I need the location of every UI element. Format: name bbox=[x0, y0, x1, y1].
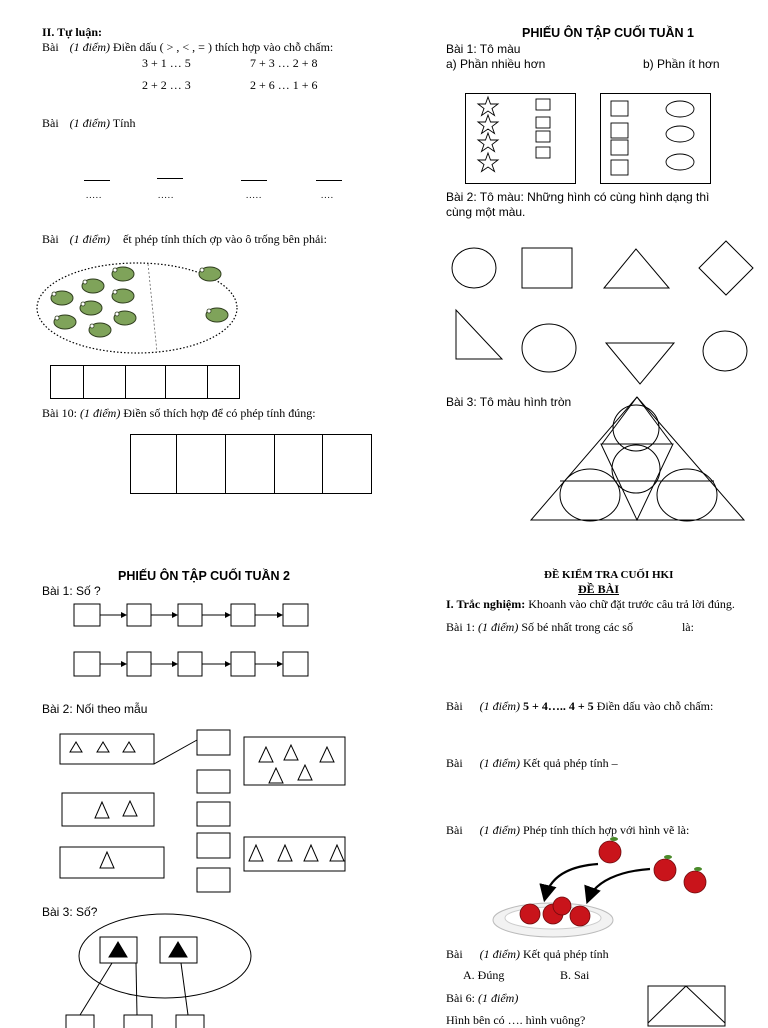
expr-3: 2 + 2 … 3 bbox=[142, 78, 191, 92]
w2-b3: Bài 3: Số? bbox=[42, 905, 98, 919]
q-expr: 5 + 4….. 4 + 5 bbox=[523, 699, 594, 713]
dots: ..... bbox=[86, 190, 103, 200]
answer-box[interactable] bbox=[225, 434, 275, 494]
exam-b6-text: Hình bên có …. hình vuông? bbox=[446, 1013, 586, 1027]
q-line-2 bbox=[42, 116, 135, 131]
q-text: Phép tính thích hợp với hình vẽ là: bbox=[523, 823, 690, 837]
apples-illustration bbox=[490, 836, 720, 944]
q-text: Kết quả phép tính – bbox=[523, 756, 618, 770]
answer-box[interactable] bbox=[83, 365, 126, 399]
expr-2: 7 + 3 … 2 + 8 bbox=[250, 56, 318, 70]
answer-line bbox=[316, 180, 342, 181]
exam-title: ĐỀ KIỂM TRA CUỐI HKI bbox=[544, 569, 674, 581]
q-text: ết phép tính thích ợp vào ô trống bên phải: bbox=[123, 232, 327, 246]
q-label: Bài bbox=[446, 947, 463, 961]
exam-b5 bbox=[446, 947, 609, 962]
answer-line bbox=[241, 180, 267, 181]
shapes-grid bbox=[440, 238, 760, 378]
q-label: Bài 6: bbox=[446, 991, 475, 1005]
answer-box[interactable] bbox=[176, 434, 226, 494]
q-points: (1 điểm) bbox=[479, 756, 520, 770]
worksheet-title: PHIẾU ÔN TẬP CUỐI TUẦN 1 bbox=[522, 26, 695, 40]
q-text: Điền dấu vào chỗ chấm: bbox=[596, 699, 714, 713]
w2-b2: Bài 2: Nối theo mẫu bbox=[42, 702, 148, 716]
exam-b2 bbox=[446, 699, 713, 714]
q-text: Điền dấu ( > , < , = ) thích hợp vào chỗ chấm: bbox=[113, 40, 334, 54]
q-label: Bài 10: bbox=[42, 406, 77, 420]
worksheet-title: PHIẾU ÔN TẬP CUỐI TUẦN 2 bbox=[118, 569, 291, 583]
stars-squares bbox=[476, 96, 566, 180]
dots: .... bbox=[321, 190, 334, 200]
q-label: Bài 1: bbox=[446, 620, 475, 634]
number-tree bbox=[60, 912, 245, 1024]
number-chains bbox=[70, 600, 315, 680]
q-points: (1 điểm) bbox=[69, 116, 110, 130]
q-line-10 bbox=[42, 406, 316, 421]
q-points: (1 điểm) bbox=[69, 40, 110, 54]
q-text: Kết quả phép tính bbox=[523, 947, 609, 961]
q-points: (1 điểm) bbox=[478, 620, 519, 634]
q-points: (1 điểm) bbox=[479, 699, 520, 713]
q-points: (1 điểm) bbox=[478, 991, 519, 1005]
w1-b1a: a) Phần nhiều hơn bbox=[446, 57, 546, 71]
q-label: Bài bbox=[446, 756, 463, 770]
exam-section bbox=[446, 597, 735, 612]
exam-section-text: Khoanh vào chữ đặt trước câu trả lời đúng. bbox=[528, 597, 735, 611]
exam-b6 bbox=[446, 991, 518, 1006]
dots: ..... bbox=[158, 190, 175, 200]
q-points: (1 điểm) bbox=[69, 232, 110, 246]
q-text: Số bé nhất trong các số bbox=[521, 620, 633, 634]
exam-b3 bbox=[446, 756, 618, 771]
q-text-tail: là: bbox=[681, 620, 694, 634]
q-label: Bài bbox=[42, 232, 59, 246]
w1-b2-line2: cùng một màu. bbox=[446, 205, 526, 219]
expr-4: 2 + 6 … 1 + 6 bbox=[250, 78, 318, 92]
answer-line bbox=[157, 178, 183, 179]
answer-box[interactable] bbox=[165, 365, 208, 399]
answer-line bbox=[84, 180, 110, 181]
q-label: Bài bbox=[446, 823, 463, 837]
answer-box[interactable] bbox=[130, 434, 177, 494]
section-title: II. Tự luận: bbox=[42, 25, 103, 39]
q-label: Bài bbox=[446, 699, 463, 713]
dots: ..... bbox=[246, 190, 263, 200]
triangle-circles bbox=[530, 396, 745, 522]
frogs-illustration bbox=[35, 260, 240, 360]
answer-box[interactable] bbox=[322, 434, 372, 494]
answer-box[interactable] bbox=[50, 365, 84, 399]
w2-b1: Bài 1: Số ? bbox=[42, 584, 101, 598]
exam-b1 bbox=[446, 620, 694, 635]
q-points: (1 điểm) bbox=[479, 947, 520, 961]
q-label: Bài bbox=[42, 40, 59, 54]
w1-b3: Bài 3: Tô màu hình tròn bbox=[446, 395, 572, 409]
w1-b1: Bài 1: Tô màu bbox=[446, 42, 521, 56]
q-label: Bài bbox=[42, 116, 59, 130]
exam-section-label: I. Trắc nghiệm: bbox=[446, 597, 526, 611]
w1-b2-line1: Bài 2: Tô màu: Những hình có cùng hình dạng thì bbox=[446, 190, 710, 204]
exam-subtitle: ĐỀ BÀI bbox=[578, 582, 620, 596]
squares-ovals bbox=[608, 96, 704, 180]
q-line-1 bbox=[42, 40, 333, 55]
square-figure bbox=[647, 985, 727, 1024]
expr-1: 3 + 1 … 5 bbox=[142, 56, 191, 70]
option-a[interactable]: A. Đúng bbox=[463, 968, 505, 982]
matching-exercise bbox=[55, 725, 355, 895]
option-b[interactable]: B. Sai bbox=[560, 968, 590, 982]
q-points: (1 điểm) bbox=[479, 823, 520, 837]
answer-box[interactable] bbox=[274, 434, 323, 494]
answer-box[interactable] bbox=[125, 365, 166, 399]
q-text: Tính bbox=[112, 116, 136, 130]
q-points: (1 điểm) bbox=[80, 406, 121, 420]
w1-b1b: b) Phần ít hơn bbox=[643, 57, 720, 71]
q-line-3 bbox=[42, 232, 327, 247]
answer-box[interactable] bbox=[207, 365, 240, 399]
q-text: Điền số thích hợp để có phép tính đúng: bbox=[123, 406, 316, 420]
